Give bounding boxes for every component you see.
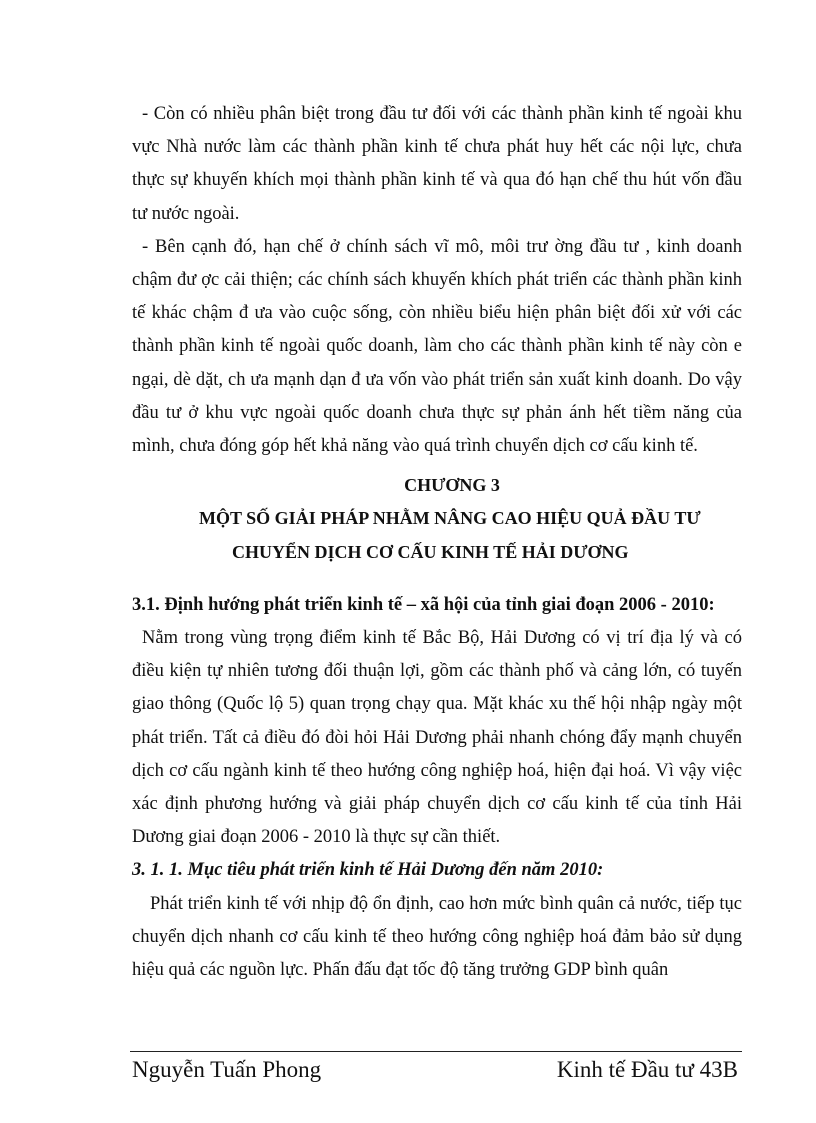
paragraph-discrimination: - Còn có nhiều phân biệt trong đầu tư đối với các thành phần kinh tế ngoài khu vực Nhà nước làm các thành phần kinh tế chưa phát huy hết các nội lực, chưa thực sự khuyến khích mọi thành phần kinh tế và qua đó hạn chế thu hút vốn đầu tư nước ngoài. <box>132 104 742 224</box>
paragraph-section-3-1-1: Phát triển kinh tế với nhịp độ ổn định, cao hơn mức bình quân cả nước, tiếp tục chuyển dịch nhanh cơ cấu kinh tế theo hướng công nghiệp hoá đảm bảo sử dụng hiệu quả các nguồn lực. Phấn đấu đạt tốc độ tăng trưởng GDP bình quân <box>132 893 742 981</box>
page-body <box>132 98 742 987</box>
chapter-number: CHƯƠNG 3 <box>404 475 500 496</box>
paragraph-section-3-1: Nằm trong vùng trọng điểm kinh tế Bắc Bộ, Hải Dương có vị trí địa lý và có điều kiện tự nhiên tương đối thuận lợi, gồm các thành phố và cảng lớn, có tuyến giao thông (Quốc lộ 5) quan trọng chạy qua. Mặt khác xu thế hội nhập ngày một phát triển. Tất cả điều đó đòi hỏi Hải Dương phải nhanh chóng đẩy mạnh chuyển dịch cơ cấu ngành kinh tế theo hướng công nghiệp hoá, hiện đại hoá. Vì vậy việc xác định phương hướng và giải pháp chuyển dịch cơ cấu kinh tế của tỉnh Hải Dương giai đoạn 2006 - 2010 là thực sự cần thiết. <box>132 628 742 848</box>
footer-author: Nguyễn Tuấn Phong <box>132 1057 322 1082</box>
subsection-heading-3-1-1: 3. 1. 1. Mục tiêu phát triển kinh tế Hải Dương đến năm 2010: <box>132 860 604 881</box>
footer-class: Kinh tế Đầu tư 43B <box>556 1057 738 1082</box>
chapter-title-line2: CHUYỂN DỊCH CƠ CẤU KINH TẾ HẢI DƯƠNG <box>232 541 629 562</box>
chapter-title-line1: MỘT SỐ GIẢI PHÁP NHẰM NÂNG CAO HIỆU QUẢ ĐẦU TƯ <box>199 508 701 529</box>
page-footer <box>130 1052 742 1088</box>
section-heading-3-1: 3.1. Định hướng phát triển kinh tế – xã hội của tỉnh giai đoạn 2006 - 2010: <box>132 594 715 615</box>
paragraph-macro-policy: - Bên cạnh đó, hạn chế ở chính sách vĩ mô, môi trư ờng đầu tư , kinh doanh chậm đư ợc cải thiện; các chính sách khuyến khích phát triển các thành phần kinh tế khác chậm đ ưa vào cuộc sống, còn nhiều biểu hiện phân biệt đối xử với các thành phần kinh tế ngoài quốc doanh, làm cho các thành phần kinh tế này còn e ngại, dè dặt, ch ưa mạnh dạn đ ưa vốn vào phát triển sản xuất kinh doanh. Do vậy đầu tư ở khu vực ngoài quốc doanh chưa thực sự phản ánh hết tiềm năng của mình, chưa đóng góp hết khả năng vào quá trình chuyển dịch cơ cấu kinh tế. <box>132 236 742 457</box>
